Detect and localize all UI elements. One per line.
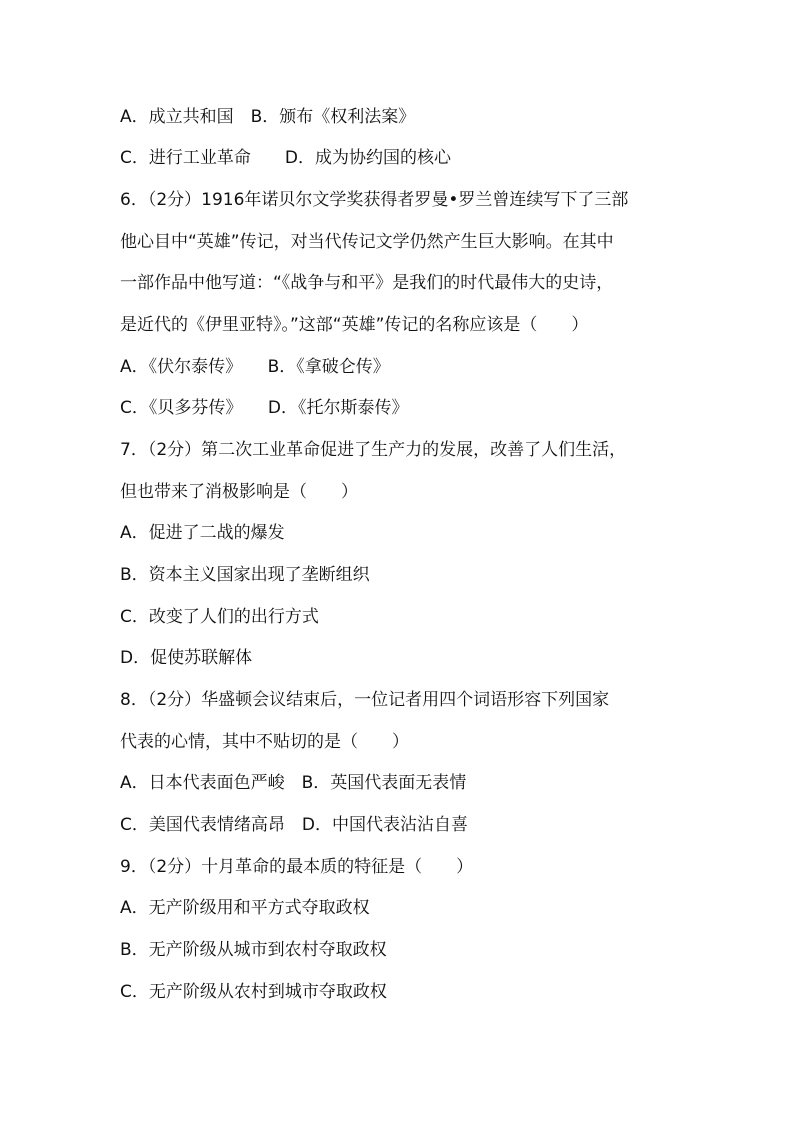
q7-stem-line-2: 但也带来了消极影响是（ ） [120, 482, 358, 502]
q7-option-a: A．促进了二战的爆发 [120, 523, 285, 543]
q9-option-a: A．无产阶级用和平方式夺取政权 [120, 898, 370, 918]
q6-stem-line-3: 一部作品中他写道：“《战争与和平》是我们的时代最伟大的史诗， [120, 273, 614, 293]
q9-stem: 9．（2分）十月革命的最本质的特征是（ ） [120, 857, 474, 877]
q8-options-cd: C．美国代表情绪高昂 D．中国代表沾沾自喜 [120, 815, 468, 835]
q8-options-ab: A．日本代表面色严峻 B．英国代表面无表情 [120, 773, 467, 793]
q8-stem-line-2: 代表的心情，其中不贴切的是（ ） [120, 732, 409, 752]
q7-option-b: B．资本主义国家出现了垄断组织 [120, 565, 370, 585]
q6-options-cd: C．《贝多芬传》 D．《托尔斯泰传》 [120, 398, 409, 418]
q6-options-ab: A．《伏尔泰传》 B．《拿破仑传》 [120, 357, 390, 377]
q7-stem-line-1: 7．（2分）第二次工业革命促进了生产力的发展，改善了人们生活， [120, 440, 627, 460]
q6-stem-line-2: 他心目中“英雄”传记，对当代传记文学仍然产生巨大影响。在其中 [120, 232, 614, 252]
q8-stem-line-1: 8．（2分）华盛顿会议结束后，一位记者用四个词语形容下列国家 [120, 690, 610, 710]
q7-option-c: C．改变了人们的出行方式 [120, 607, 319, 627]
q6-stem-line-1: 6．（2分）1916年诺贝尔文学奖获得者罗曼•罗兰曾连续写下了三部 [120, 190, 629, 210]
q6-stem-line-4: 是近代的《伊里亚特》。”这部“英雄”传记的名称应该是（ ） [120, 315, 589, 335]
q5-options-cd: C．进行工业革命 D．成为协约国的核心 [120, 148, 451, 168]
q9-option-b: B．无产阶级从城市到农村夺取政权 [120, 940, 387, 960]
q9-option-c: C．无产阶级从农村到城市夺取政权 [120, 982, 387, 1002]
q7-option-d: D．促使苏联解体 [120, 648, 253, 668]
q5-options-ab: A．成立共和国 B．颁布《权利法案》 [120, 107, 416, 127]
